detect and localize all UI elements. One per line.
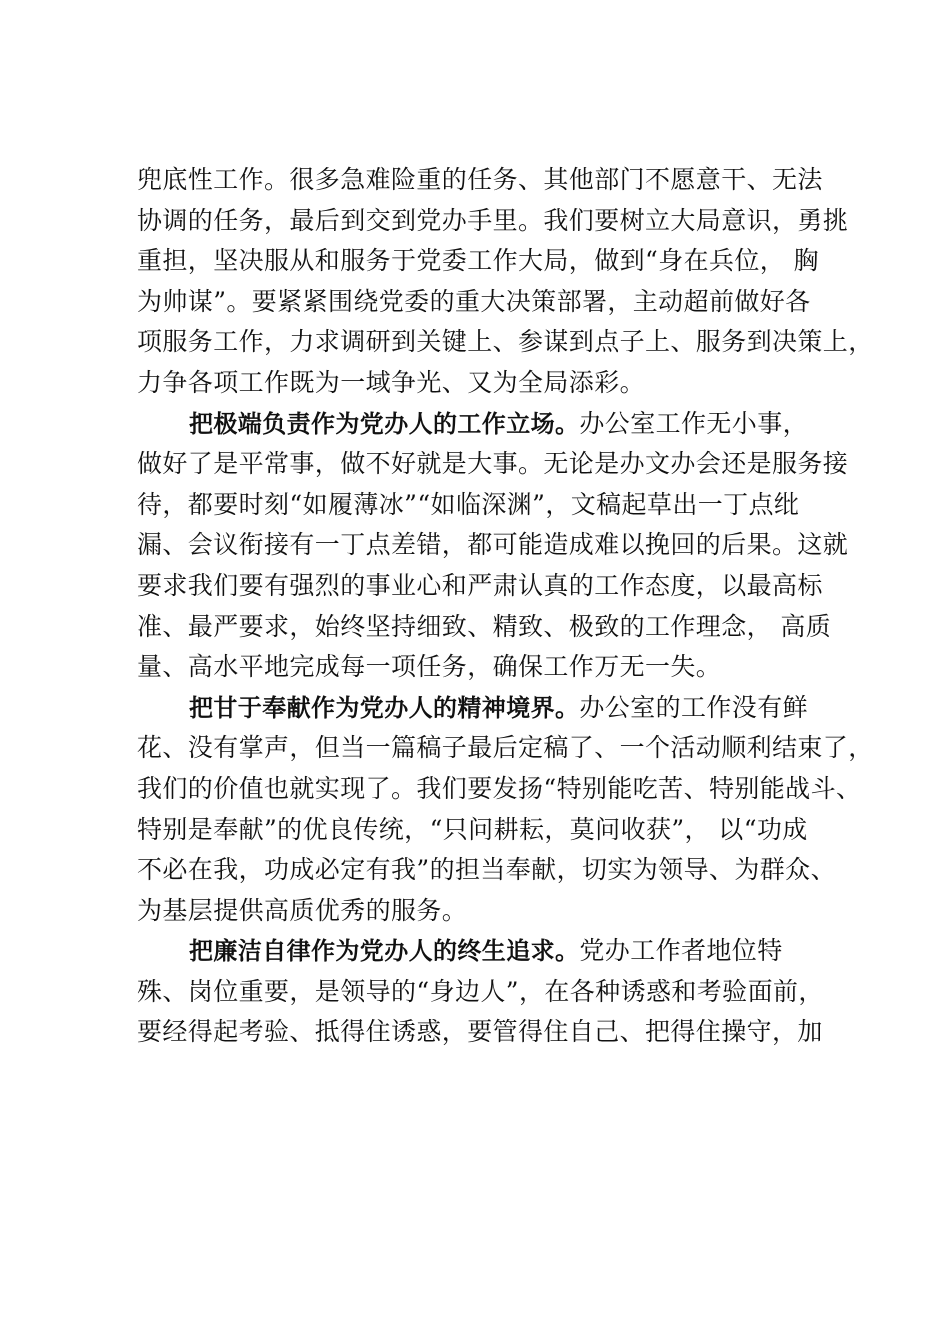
text-line-8 [137, 444, 849, 485]
text-line-10 [137, 525, 849, 566]
text-line-17 [137, 810, 837, 851]
text-line-11 [137, 566, 837, 607]
text-line-13 [137, 647, 837, 688]
line-text: 兜底性工作。很多急难险重的任务、其他部门不愿意干、无法 [137, 165, 823, 194]
line-text: 待，都要时刻“如履薄冰”“如临深渊”，文稿起草出一丁点纰 [137, 489, 800, 519]
paragraph-heading-line [137, 931, 837, 972]
line-text: 我们的价值也就实现了。我们要发扬“特别能吃苦、特别能战斗、 [137, 773, 862, 803]
text-line-18 [137, 850, 837, 891]
text-line-21 [137, 972, 837, 1013]
text-line-22 [137, 1012, 837, 1053]
text-line-15 [137, 728, 874, 769]
text-line-1 [137, 160, 837, 201]
line-text: 特别是奉献”的优良传统，“只问耕耘，莫问收获”， 以“功成 [137, 814, 808, 844]
line-text: 为基层提供高质优秀的服务。 [137, 895, 468, 925]
text-line-16 [137, 769, 862, 810]
line-text: 不必在我，功成必定有我”的担当奉献，切实为领导、为群众、 [137, 855, 836, 885]
text-line-2 [137, 201, 849, 242]
paragraph-lead: 把极端负责作为党办人的工作立场。 [189, 409, 580, 438]
line-text: 殊、岗位重要，是领导的“身边人”，在各种诱惑和考验面前， [137, 976, 824, 1006]
line-text: 力争各项工作既为一域争光、又为全局添彩。 [137, 367, 646, 397]
text-line-12 [137, 607, 837, 648]
text-line-9 [137, 485, 837, 526]
line-text: 要求我们要有强烈的事业心和严肃认真的工作态度，以最高标 [137, 570, 823, 600]
line-text: 协调的任务，最后到交到党办手里。我们要树立大局意识，勇挑 [137, 205, 849, 235]
text-line-3 [137, 241, 837, 282]
paragraph-lead: 把甘于奉献作为党办人的精神境界。 [189, 693, 580, 722]
line-text: 漏、会议衔接有一丁点差错，都可能造成难以挽回的后果。这就 [137, 530, 849, 560]
body-text [137, 160, 874, 1053]
text-line-6 [137, 363, 837, 404]
paragraph-lead: 把廉洁自律作为党办人的终生追求。 [189, 937, 580, 966]
text-line-5 [137, 322, 874, 363]
line-text: 量、高水平地完成每一项任务，确保工作万无一失。 [137, 652, 722, 682]
line-text: 花、没有掌声，但当一篇稿子最后定稿了、一个活动顺利结束了， [137, 733, 874, 763]
line-text: 为帅谋”。要紧紧围绕党委的重大决策部署，主动超前做好各 [137, 286, 811, 316]
line-text: 党办工作者地位特 [579, 936, 783, 966]
line-text: 做好了是平常事，做不好就是大事。无论是办文办会还是服务接 [137, 449, 849, 479]
text-line-4 [137, 282, 837, 323]
paragraph-heading-line [137, 404, 837, 445]
line-text: 重担，坚决服从和服务于党委工作大局，做到“身在兵位， 胸 [137, 246, 819, 276]
text-line-19 [137, 891, 837, 932]
line-text: 准、最严要求，始终坚持细致、精致、极致的工作理念， 高质 [137, 611, 832, 641]
line-text: 办公室的工作没有鲜 [579, 692, 809, 722]
line-text: 办公室工作无小事， [579, 408, 809, 438]
paragraph-heading-line [137, 688, 837, 729]
line-text: 项服务工作，力求调研到关键上、参谋到点子上、服务到决策上， [137, 327, 874, 357]
line-text: 要经得起考验、抵得住诱惑，要管得住自己、把得住操守，加 [137, 1017, 823, 1047]
